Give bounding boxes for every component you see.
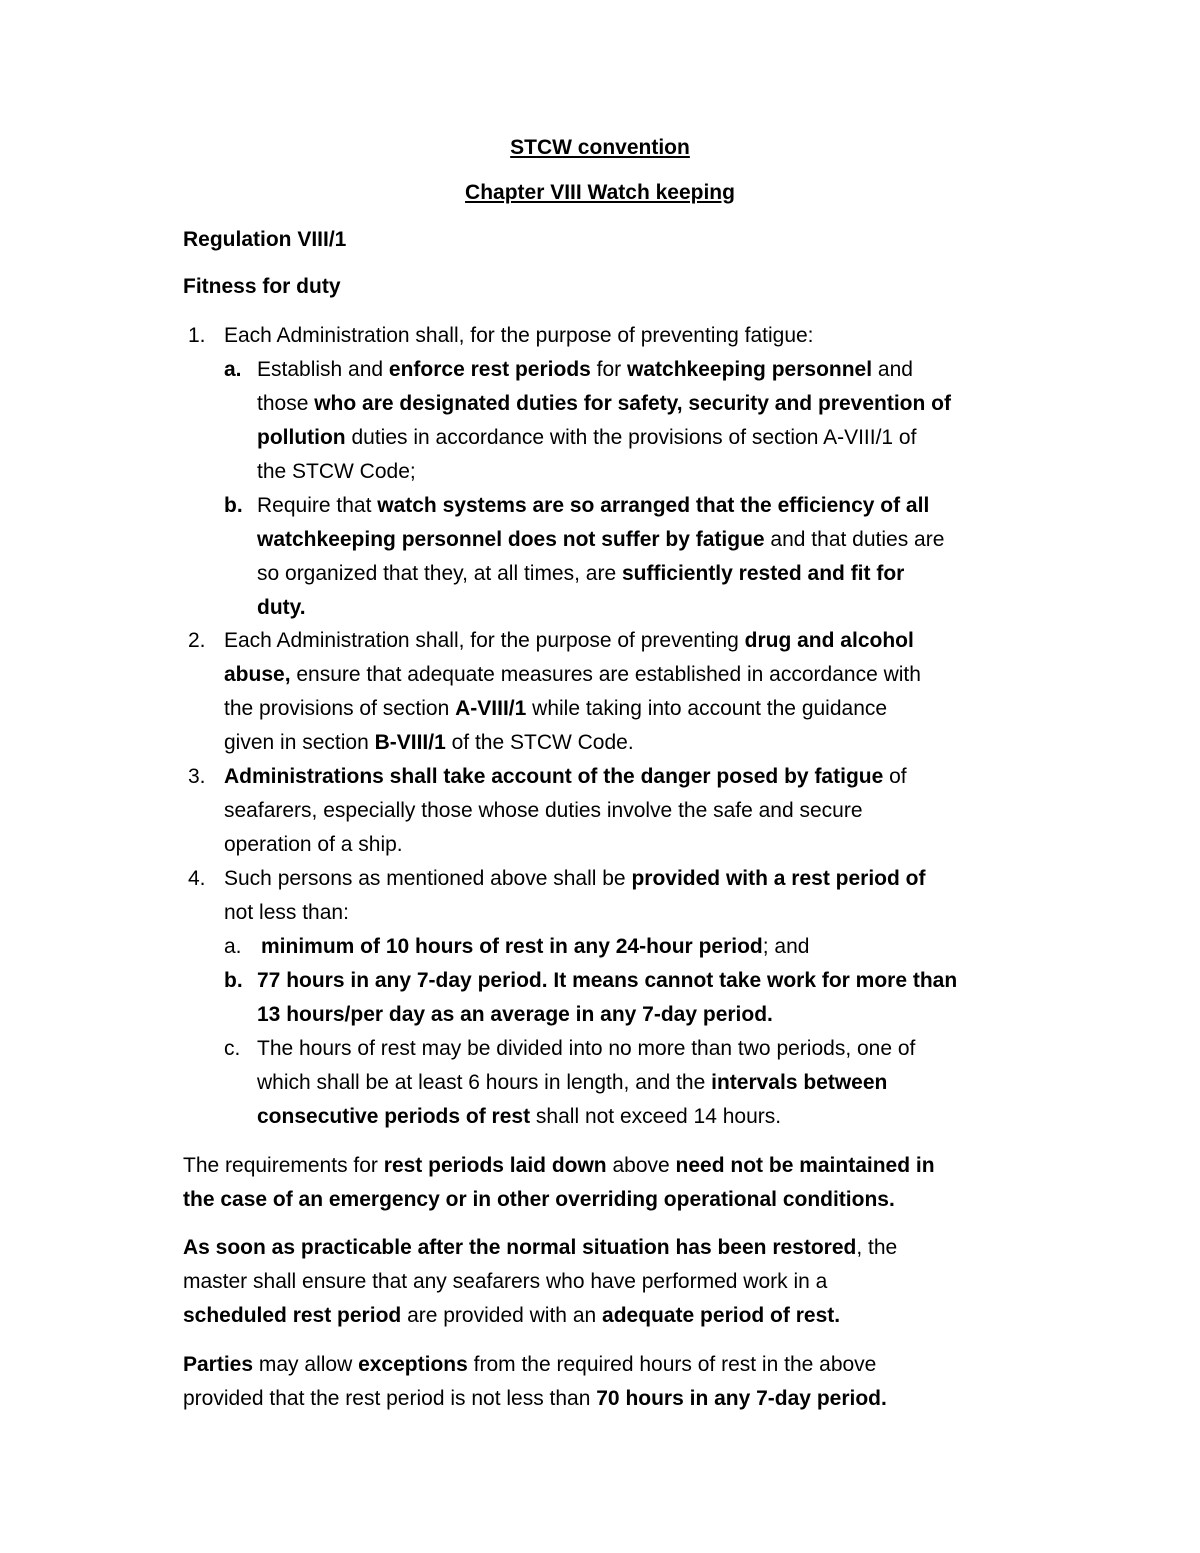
item-1-text: Each Administration shall, for the purpose of preventing fatigue: (224, 324, 814, 347)
para-2-line-3: scheduled rest period are provided with an adequate period of rest. (183, 1304, 841, 1327)
item-2-line-1: Each Administration shall, for the purpose of preventing drug and alcohol (224, 629, 914, 652)
item-2-line-3: the provisions of section A-VIII/1 while taking into account the guidance (224, 697, 888, 720)
item-1a-line-1: Establish and enforce rest periods for watchkeeping personnel and (257, 358, 913, 381)
list-number-1: 1. (188, 324, 206, 347)
item-3-line-2: seafarers, especially those whose duties involve the safe and secure (224, 799, 863, 822)
item-2-line-4: given in section B-VIII/1 of the STCW Code. (224, 731, 634, 754)
item-4b-marker: b. (224, 969, 243, 992)
item-1a-marker: a. (224, 358, 242, 381)
item-1b-line-1: Require that watch systems are so arranged that the efficiency of all (257, 494, 930, 517)
regulation-heading: Regulation VIII/1 (183, 228, 347, 251)
item-4-line-1: Such persons as mentioned above shall be provided with a rest period of (224, 867, 926, 890)
list-number-2: 2. (188, 629, 206, 652)
item-4a-line-1: minimum of 10 hours of rest in any 24-hour period; and (261, 935, 810, 958)
para-1-line-2: the case of an emergency or in other overriding operational conditions. (183, 1188, 895, 1211)
item-1a-line-2: those who are designated duties for safety, security and prevention of (257, 392, 951, 415)
item-4c-marker: c. (224, 1037, 241, 1060)
item-4c-line-2: which shall be at least 6 hours in length, and the intervals between (257, 1071, 888, 1094)
item-4b-line-1: 77 hours in any 7-day period. It means cannot take work for more than (257, 969, 958, 992)
item-1a-line-3: pollution duties in accordance with the provisions of section A-VIII/1 of (257, 426, 917, 449)
section-heading: Fitness for duty (183, 275, 341, 298)
item-4c-line-3: consecutive periods of rest shall not exceed 14 hours. (257, 1105, 782, 1128)
para-1-line-1: The requirements for rest periods laid down above need not be maintained in (183, 1154, 935, 1177)
chapter-title: Chapter VIII Watch keeping (465, 181, 735, 204)
item-1b-line-3: so organized that they, at all times, are sufficiently rested and fit for (257, 562, 905, 585)
list-number-3: 3. (188, 765, 206, 788)
item-3-line-1: Administrations shall take account of the danger posed by fatigue of (224, 765, 907, 788)
para-2-line-2: master shall ensure that any seafarers who have performed work in a (183, 1270, 828, 1293)
item-1b-line-2: watchkeeping personnel does not suffer by fatigue and that duties are (257, 528, 945, 551)
item-1a-line-4: the STCW Code; (257, 460, 416, 483)
para-2-line-1: As soon as practicable after the normal situation has been restored, the (183, 1236, 898, 1259)
para-3-line-1: Parties may allow exceptions from the required hours of rest in the above (183, 1353, 877, 1376)
list-number-4: 4. (188, 867, 206, 890)
item-1b-marker: b. (224, 494, 243, 517)
item-4b-line-2: 13 hours/per day as an average in any 7-day period. (257, 1003, 773, 1026)
item-2-line-2: abuse, ensure that adequate measures are established in accordance with (224, 663, 921, 686)
item-4c-line-1: The hours of rest may be divided into no more than two periods, one of (257, 1037, 916, 1060)
document-title: STCW convention (510, 136, 690, 159)
item-4-line-2: not less than: (224, 901, 349, 924)
item-3-line-3: operation of a ship. (224, 833, 403, 856)
para-3-line-2: provided that the rest period is not less than 70 hours in any 7-day period. (183, 1387, 887, 1410)
item-1b-line-4: duty. (257, 596, 306, 619)
item-4a-marker: a. (224, 935, 242, 958)
